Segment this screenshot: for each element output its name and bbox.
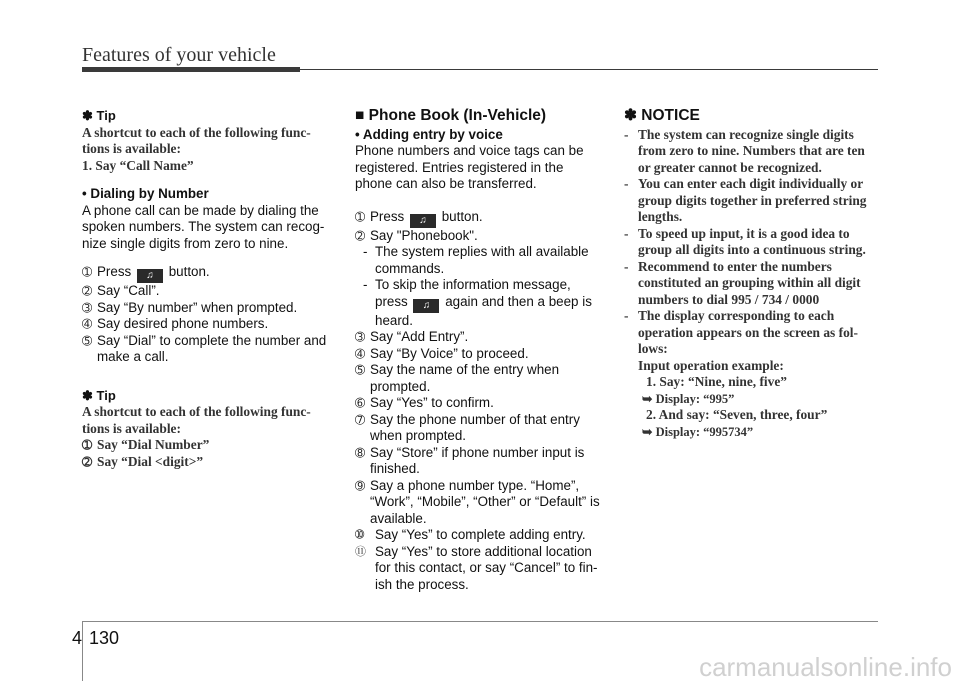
header-rule-thick xyxy=(82,67,300,72)
step xyxy=(355,209,605,228)
tip-item xyxy=(82,437,332,454)
tip-line: 1. Say “Call Name” xyxy=(82,157,194,173)
notice-heading: ✽ NOTICE xyxy=(624,107,700,124)
tip-heading: ✽ Tip xyxy=(82,387,116,403)
chapter-number: 4 xyxy=(72,628,83,648)
step-text: Press xyxy=(97,264,132,279)
body-line: A phone call can be made by dialing the xyxy=(82,202,319,218)
dash-item: - To skip the information message, press ♫ again and then a beep is heard. xyxy=(363,277,592,328)
step-number: ➉ xyxy=(355,529,365,541)
dash-text: The system replies with all available commands. xyxy=(375,244,589,276)
example-display: ➥ Display: “995734” xyxy=(642,424,754,439)
tip-item xyxy=(82,454,332,471)
step-text: Say the phone number of that entry when prompted. xyxy=(370,411,580,443)
notice-text: The system can recognize single digits from zero to nine. Numbers that are ten or greater cannot be recognized. xyxy=(638,126,865,175)
step xyxy=(82,333,332,366)
notice-item: - You can enter each digit individually or group digits together in preferred string lengths. xyxy=(624,176,880,226)
step-number: ➁ xyxy=(82,454,93,469)
example-line: 1. Say: “Nine, nine, five” xyxy=(646,374,787,389)
footer-vertical-rule xyxy=(82,621,83,681)
step-number: ➂ xyxy=(82,300,93,315)
tip-item-text: Say “Dial <digit>” xyxy=(97,453,204,469)
section-heading: ■ Phone Book (In-Vehicle) xyxy=(355,107,547,124)
step xyxy=(355,395,605,412)
step-text: Say “Add Entry”. xyxy=(370,329,469,344)
example-line: 2. And say: “Seven, three, four” xyxy=(646,407,828,422)
step xyxy=(355,228,605,245)
tip-line: tions is available: xyxy=(82,141,181,156)
step-text: Say “Call”. xyxy=(97,283,160,298)
step xyxy=(355,544,605,594)
tip-line: A shortcut to each of the following func- xyxy=(82,124,311,140)
step-text: Say “Store” if phone number input is finished. xyxy=(370,444,585,476)
step xyxy=(355,478,605,528)
notice-text: You can enter each digit individually or group digits together in preferred string lengths. xyxy=(638,176,867,224)
step-number: ➀ xyxy=(355,209,366,224)
body-line: Phone numbers and voice tags can be xyxy=(355,143,584,158)
step-text: Say “By number” when prompted. xyxy=(97,299,298,315)
step-number: ➀ xyxy=(82,265,93,279)
step-number: ➂ xyxy=(355,330,366,344)
step xyxy=(82,283,332,300)
step xyxy=(355,527,605,544)
body-line: phone can also be transferred. xyxy=(355,176,537,191)
step xyxy=(355,362,605,395)
body-line: registered. Entries registered in the xyxy=(355,159,564,175)
tip-heading: ✽ Tip xyxy=(82,108,116,123)
step-number: ➁ xyxy=(82,284,93,298)
column-middle xyxy=(355,108,605,593)
step-text: button. xyxy=(168,264,210,279)
notice-item: - Recommend to enter the numbers constituted an grouping within all digit numbers to dial 995 / 734 / 0000 xyxy=(624,259,880,309)
tip-item-text: Say “Dial Number” xyxy=(97,437,210,452)
notice-text: The display corresponding to each operation appears on the screen as fol-lows: xyxy=(638,308,858,356)
example-heading: Input operation example: xyxy=(638,357,784,373)
notice-item: - To speed up input, it is a good idea to group all digits into a continuous string. xyxy=(624,226,880,259)
tip-line: tions is available: xyxy=(82,420,181,436)
example-display: ➥ Display: “995” xyxy=(642,391,735,406)
step-number: ➃ xyxy=(82,317,93,331)
notice-text: Recommend to enter the numbers constituted an grouping within all digit numbers to dial 995 / 734 / 0000 xyxy=(638,258,861,307)
step xyxy=(355,445,605,478)
body-line: spoken numbers. The system can recog- xyxy=(82,219,325,234)
notice-item: - The display corresponding to each operation appears on the screen as fol-lows: xyxy=(624,308,880,358)
step xyxy=(82,300,332,317)
step-text: Say "Phonebook". xyxy=(370,227,478,243)
page-number: 130 xyxy=(89,628,120,648)
step-number: ➄ xyxy=(355,363,366,377)
step-text: Say “Yes” to confirm. xyxy=(370,395,494,410)
step-number: ➁ xyxy=(355,228,366,243)
notice-item: - The system can recognize single digits from zero to nine. Numbers that are ten or greater cannot be recognized. xyxy=(624,127,880,177)
step-number: ➅ xyxy=(355,396,366,410)
header-rule-thin xyxy=(300,69,878,70)
dash-text: again and then a beep is heard. xyxy=(375,293,592,328)
step xyxy=(355,329,605,346)
step xyxy=(82,264,332,283)
step-text: Say “By Voice” to proceed. xyxy=(370,345,529,361)
dial-by-number-heading: • Dialing by Number xyxy=(82,186,209,201)
step-number: ➈ xyxy=(355,478,366,493)
step-text: Say desired phone numbers. xyxy=(97,316,269,331)
step-number: ➀ xyxy=(82,438,93,452)
dash-text: To skip the information message, press xyxy=(375,277,571,309)
step-number: ➇ xyxy=(355,445,366,460)
notice-text: To speed up input, it is a good idea to group all digits into a continuous string. xyxy=(638,225,866,257)
column-right xyxy=(624,108,880,440)
step-text: Say “Yes” to store additional location for this contact, or say “Cancel” to fin-ish the process. xyxy=(375,543,598,592)
step-text: Say the name of the entry when prompted. xyxy=(370,362,560,394)
step-number: ⑪ xyxy=(355,545,366,558)
column-left xyxy=(82,108,332,470)
step-text: button. xyxy=(441,208,483,224)
step xyxy=(82,316,332,333)
step-text: Say “Dial” to complete the number and make a call. xyxy=(97,332,327,364)
sub-heading: • Adding entry by voice xyxy=(355,126,503,142)
voice-button-icon: ♫ xyxy=(137,269,163,283)
step xyxy=(355,346,605,363)
step-number: ➆ xyxy=(355,412,366,427)
step-number: ➄ xyxy=(82,333,93,348)
step-text: Press xyxy=(370,208,405,224)
tip-line: A shortcut to each of the following func- xyxy=(82,404,311,419)
body-line: nize single digits from zero to nine. xyxy=(82,235,289,251)
page-title: Features of your vehicle xyxy=(82,44,276,66)
watermark: carmanualsonline.info xyxy=(699,652,952,682)
voice-button-icon: ♫ xyxy=(410,214,436,228)
voice-button-icon: ♫ xyxy=(413,299,439,313)
dash-item: - The system replies with all available commands. xyxy=(355,244,605,277)
step-text: Say a phone number type. “Home”, “Work”, “Mobile”, “Other” or “Default” is available. xyxy=(370,477,600,526)
step-number: ➃ xyxy=(355,346,366,361)
step-text: Say “Yes” to complete adding entry. xyxy=(375,527,586,542)
step xyxy=(355,412,605,445)
footer-rule xyxy=(82,621,878,622)
